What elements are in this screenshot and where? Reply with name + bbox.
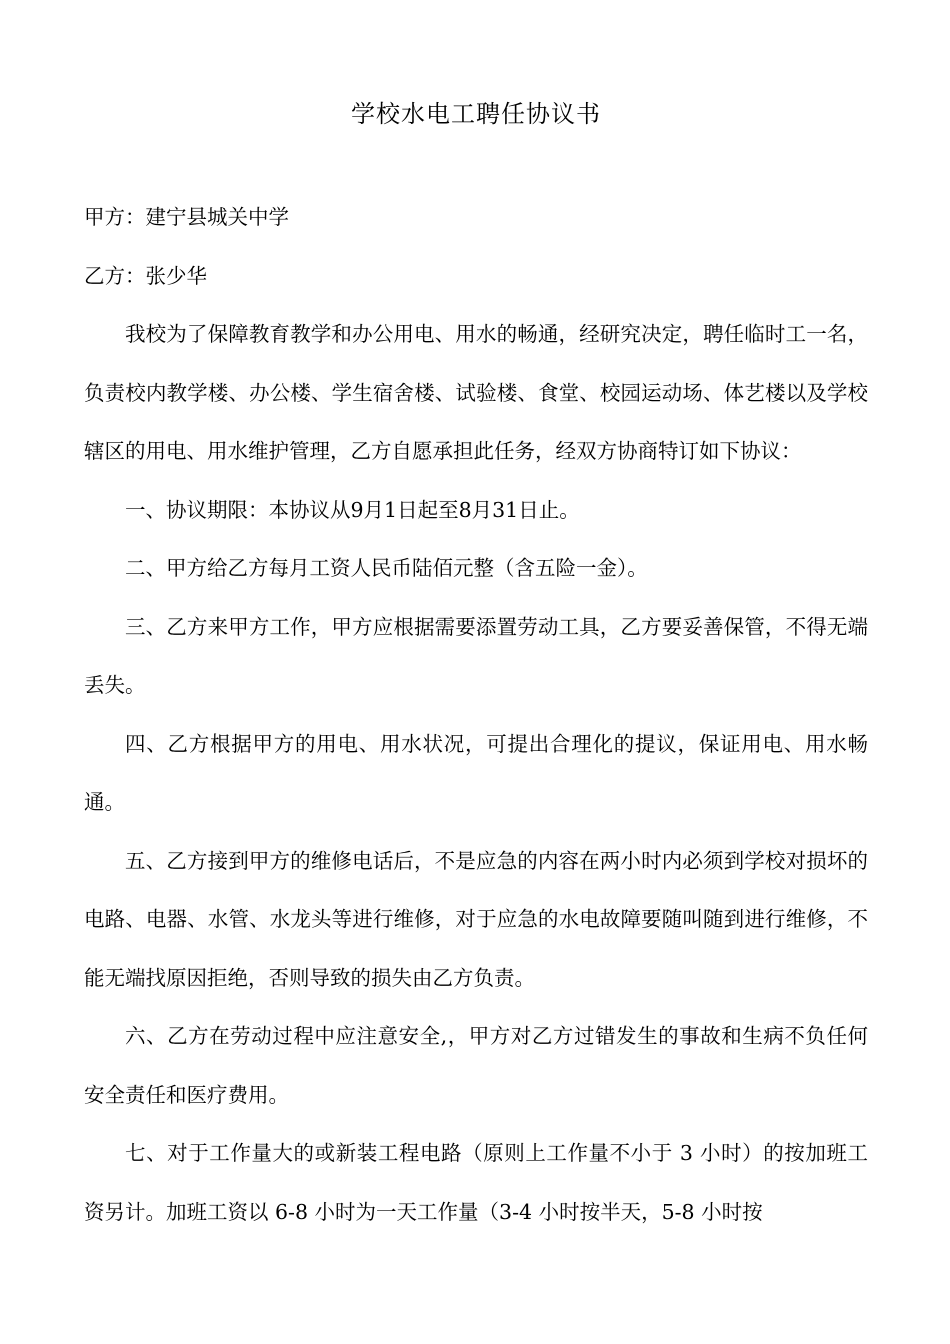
clause-5: 五、乙方接到甲方的维修电话后，不是应急的内容在两小时内必须到学校对损坏的电路、电器、水管、水龙头等进行维修，对于应急的水电故障要随叫随到进行维修，不能无端找原因拒绝，否则导致的损失由乙方负责。 — [84, 848, 868, 990]
clause-4: 四、乙方根据甲方的用电、用水状况，可提出合理化的提议，保证用电、用水畅通。 — [84, 731, 868, 814]
clause-1: 一、协议期限：本协议从9月1日起至8月31日止。 — [125, 497, 580, 522]
document-title: 学校水电工聘任协议书 — [351, 100, 601, 128]
clause-3: 三、乙方来甲方工作，甲方应根据需要添置劳动工具，乙方要妥善保管，不得无端丢失。 — [84, 614, 868, 697]
party-b-line: 乙方：张少华 — [84, 263, 207, 288]
clause-7: 七、对于工作量大的或新装工程电路（原则上工作量不小于 3 小时）的按加班工资另计。加班工资以 6-8 小时为一天工作量（3-4 小时按半天，5-8 小时按 — [84, 1141, 868, 1224]
document-body — [84, 188, 868, 1241]
clause-2: 二、甲方给乙方每月工资人民币陆佰元整（含五险一金）。 — [125, 556, 648, 580]
clause-6: 六、乙方在劳动过程中应注意安全,，甲方对乙方过错发生的事故和生病不负任何安全责任和医疗费用。 — [84, 1024, 868, 1107]
party-a-line: 甲方：建宁县城关中学 — [84, 205, 289, 229]
intro-paragraph: 我校为了保障教育教学和办公用电、用水的畅通，经研究决定，聘任临时工一名，负责校内教学楼、办公楼、学生宿舍楼、试验楼、食堂、校园运动场、体艺楼以及学校辖区的用电、用水维护管理，乙方自愿承担此任务，经双方协商特订如下协议： — [84, 322, 868, 463]
